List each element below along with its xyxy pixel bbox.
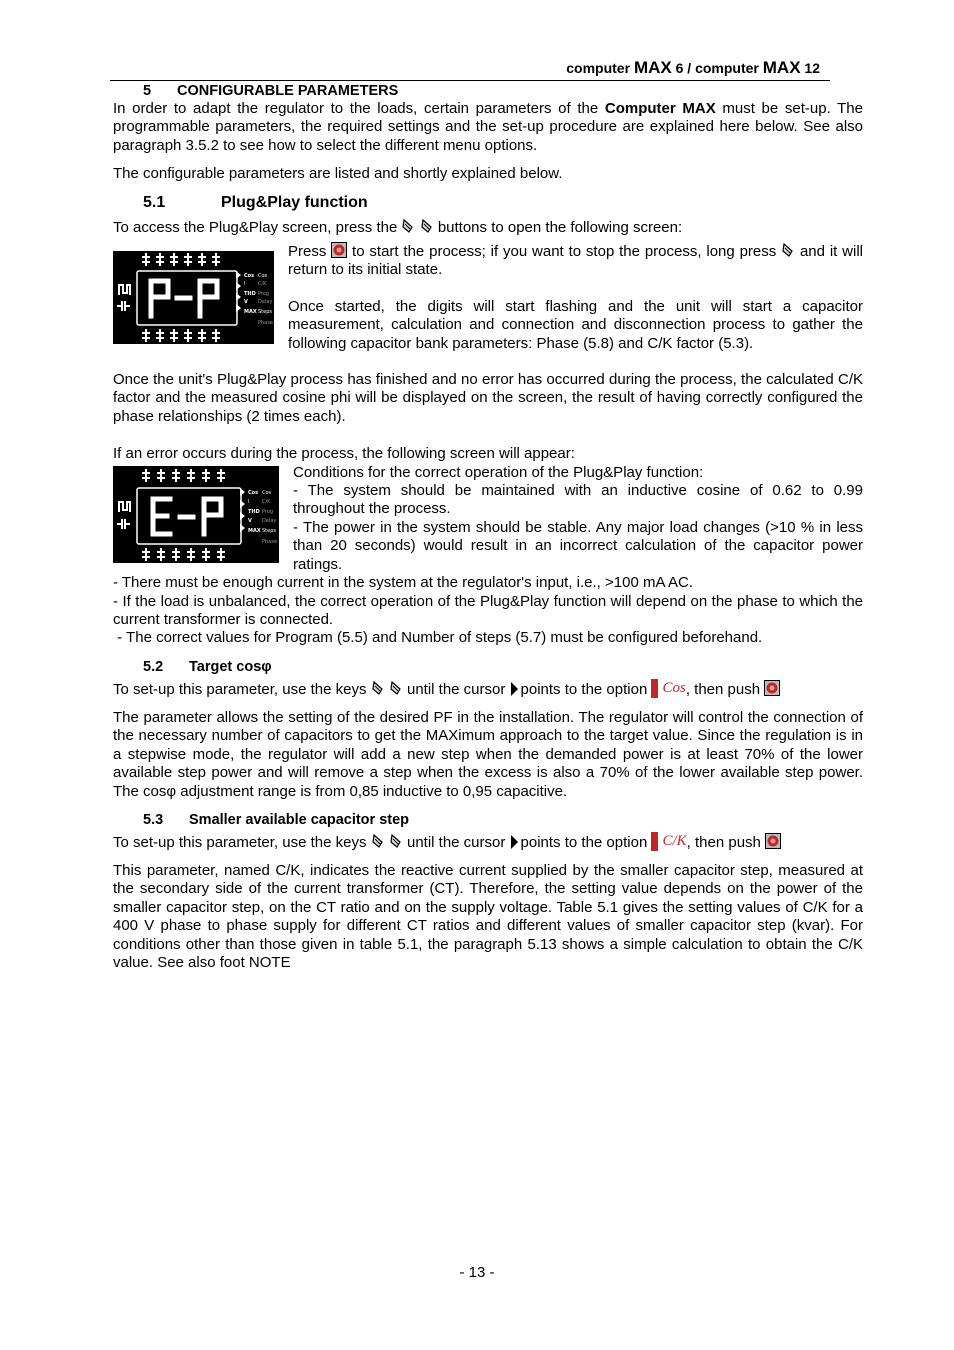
- svg-text:THD: THD: [248, 509, 260, 515]
- capacitor-icon: [117, 519, 130, 529]
- section-5-paragraph-1: In order to adapt the regulator to the loads, certain parameters of the Computer MAX must be set-up. The programmable parameters, the required settings and the set-up procedure are explained here below. See also paragraph 3.5.2 to see how to select the different menu options.: [113, 100, 863, 154]
- pen-key-icon[interactable]: [401, 218, 415, 234]
- condition-1: - The system should be maintained with an inductive cosine of 0.62 to 0.99 throughout the process.: [293, 482, 863, 518]
- digits-e-p: [153, 499, 221, 534]
- parameter-labels: [248, 490, 277, 545]
- pen-key-icon[interactable]: [781, 242, 795, 258]
- condition-2: - The power in the system should be stable. Any major load changes (>10 % in less than 20 seconds) would result in an incorrect calculation of the capacitor power ratings.: [293, 519, 863, 573]
- plug-play-started: Once started, the digits will start flashing and the unit will start a capacitor measurement, calculation and connection and disconnection process to gather the following capacitor bank parameters: Phase (5.8) and C/K factor (5.3).: [288, 298, 863, 352]
- svg-text:Steps: Steps: [262, 528, 276, 534]
- pen-key-icon[interactable]: [371, 833, 385, 849]
- lcd-screen-plug-play: [113, 251, 274, 344]
- page-number: - 13 -: [459, 1264, 495, 1281]
- option-marker: [651, 679, 658, 698]
- step-indicators-top: [142, 253, 220, 266]
- pen-key-icon[interactable]: [371, 680, 385, 696]
- parameter-labels: [244, 273, 273, 326]
- section-5-3-heading: 5.3 Smaller available capacitor step: [143, 812, 410, 828]
- svg-text:Steps: Steps: [258, 309, 272, 315]
- pen-key-icon[interactable]: [389, 680, 403, 696]
- step-indicators-top: [142, 469, 225, 482]
- svg-text:Cos: Cos: [248, 490, 259, 496]
- section-5-2-heading: 5.2 Target cosφ: [143, 659, 272, 675]
- pulse-icon: [119, 285, 130, 295]
- cursor-arrow-icon: [511, 682, 518, 696]
- condition-4: - If the load is unbalanced, the correct operation of the Plug&Play function will depend on the phase to which the current transformer is connected.: [113, 593, 863, 629]
- svg-text:V: V: [244, 299, 248, 305]
- red-ok-key-icon[interactable]: [331, 242, 347, 258]
- section-5-heading: 5 CONFIGURABLE PARAMETERS: [143, 83, 399, 99]
- option-cos-label: Cos: [662, 680, 686, 696]
- option-marker: [651, 832, 658, 851]
- target-cos-setup-line: To set-up this parameter, use the keys until the cursor points to the option Cos, then push: [113, 679, 873, 699]
- digits-p-p: [151, 281, 217, 316]
- svg-text:I: I: [248, 499, 250, 505]
- ck-setup-line: To set-up this parameter, use the keys until the cursor points to the option C/K, then push: [113, 832, 873, 852]
- conditions-title: Conditions for the correct operation of the Plug&Play function:: [293, 464, 704, 481]
- ck-body: This parameter, named C/K, indicates the reactive current supplied by the smaller capacitor step, measured at the secondary side of the current transformer (CT). Therefore, the setting value depends on the power of the smaller capacitor step, on the CT ratio and on the supply voltage. Table 5.1 gives the setting values of C/K for a 400 V phase to phase supply for different CT ratios and different values of smaller capacitor step (kvar). For conditions other than those given in table 5.1, the paragraph 5.13 shows a simple calculation to obtain the C/K value. See also foot NOTE: [113, 862, 863, 972]
- svg-text:MAX: MAX: [244, 309, 257, 315]
- svg-text:C/K: C/K: [262, 499, 271, 505]
- plug-play-press: Press to start the process; if you want to stop the process, long press and it will return to its initial state.: [288, 243, 864, 279]
- step-indicators-bottom: [142, 548, 225, 561]
- cursor-arrow-icon: [511, 835, 518, 849]
- target-cos-body: The parameter allows the setting of the desired PF in the installation. The regulator will control the connection of the necessary number of capacitors to get the MAXimum approach to the target value. Since the regulation is in a stepwise mode, the regulator will add a new step when the demanded power is at least 70% of the lower available step power and will remove a step when the excess is also a 70% of the lower available step power. The cosφ adjustment range is from 0,85 inductive to 0,95 capacitive.: [113, 709, 863, 800]
- svg-text:Cos: Cos: [258, 273, 268, 279]
- condition-3: - There must be enough current in the system at the regulator's input, i.e., >100 mA AC.: [113, 574, 693, 591]
- pen-key-icon[interactable]: [420, 218, 434, 234]
- svg-text:I: I: [244, 281, 246, 287]
- step-indicators-bottom: [142, 329, 220, 342]
- plug-play-intro: To access the Plug&Play screen, press the buttons to open the following screen:: [113, 219, 683, 236]
- capacitor-icon: [117, 301, 130, 311]
- svg-text:V: V: [248, 518, 252, 524]
- svg-text:Cos: Cos: [244, 273, 255, 279]
- svg-text:THD: THD: [244, 291, 256, 297]
- pulse-icon: [119, 502, 130, 512]
- header-rule: [110, 80, 830, 81]
- plug-play-error-intro: If an error occurs during the process, the following screen will appear:: [113, 445, 575, 462]
- svg-text:Phase: Phase: [258, 320, 273, 326]
- svg-text:Prog: Prog: [262, 509, 274, 515]
- svg-text:Delay: Delay: [258, 299, 273, 305]
- option-ck-label: C/K: [662, 833, 687, 849]
- plug-play-finished: Once the unit's Plug&Play process has finished and no error has occurred during the process, the calculated C/K factor and the measured cosine phi will be displayed on the screen, the result of having correctly configured the phase relationships (2 times each).: [113, 371, 863, 425]
- lcd-screen-error: [113, 466, 279, 563]
- svg-text:Phase: Phase: [262, 539, 277, 545]
- red-ok-key-icon[interactable]: [765, 833, 781, 849]
- svg-text:MAX: MAX: [248, 528, 261, 534]
- svg-text:Cos: Cos: [262, 490, 272, 496]
- section-5-1-heading: 5.1 Plug&Play function: [143, 194, 368, 211]
- pen-key-icon[interactable]: [389, 833, 403, 849]
- red-ok-key-icon[interactable]: [764, 680, 780, 696]
- svg-text:Prog: Prog: [258, 291, 270, 297]
- section-5-paragraph-2: The configurable parameters are listed and shortly explained below.: [113, 165, 563, 182]
- condition-5: - The correct values for Program (5.5) and Number of steps (5.7) must be configured beforehand.: [113, 629, 763, 646]
- svg-text:Delay: Delay: [262, 518, 277, 524]
- page-header: computer MAX 6 / computer MAX 12: [566, 58, 820, 77]
- svg-text:C/K: C/K: [258, 281, 267, 287]
